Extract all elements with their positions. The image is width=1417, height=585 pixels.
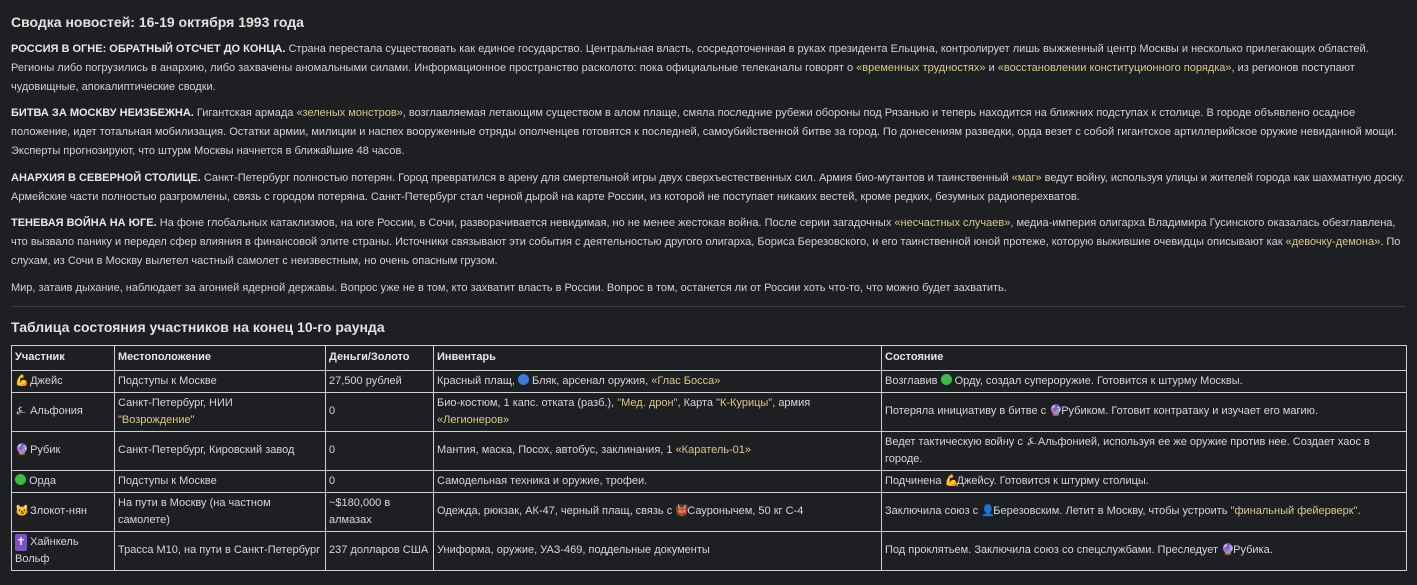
table-row [12,470,1407,492]
crystal-ball-icon: 🔮 [1221,544,1235,557]
status-cell: Возглавив Орду, создал супероружие. Готовится к штурму Москвы. [882,370,1407,392]
blue-circle-icon [518,374,529,385]
divider [11,306,1406,307]
cat-face-icon: 😼 [15,505,29,518]
participant-cell [12,431,115,470]
crystal-ball-icon: 🔮 [1049,405,1063,418]
inventory-cell: Одежда, рюкзак, АК-47, черный плащ, связь с 👹Сауронычем, 50 кг С-4 [434,492,882,531]
quote: «девочку-демона» [1285,236,1381,249]
money-cell: 0 [326,392,434,431]
participant-name: Рубик [30,444,61,457]
status-cell: Заключила союз с 👤Березовским. Летит в Москву, чтобы устроить "финальный фейерверк". [882,492,1407,531]
table-row [12,392,1407,431]
status-cell: Ведет тактическую войну с ⍼Альфонией, используя ее же оружие против нее. Создает хаос в городе. [882,431,1407,470]
location-cell: Трасса М10, на пути в Санкт-Петербург [115,531,326,570]
status-cell: Подчинена 💪Джейсу. Готовится к штурму столицы. [882,470,1407,492]
news-paragraph-conclusion: Мир, затаив дыхание, наблюдает за агонией ядерной державы. Вопрос уже не в том, кто захватит власть в России. Вопрос в том, останется ли от России хоть что-то, что можно будет захватить. [11,281,1007,294]
participant-name: Джейс [30,374,63,387]
inventory-cell: Самодельная техника и оружие, трофеи. [434,470,882,492]
angle-symbol-icon: ⍼ [16,405,26,418]
location-cell: Санкт-Петербург, Кировский завод [115,431,326,470]
money-cell: 0 [326,431,434,470]
quote: "К-Курицы" [716,396,773,409]
news-paragraph-russia: РОССИЯ В ОГНЕ: ОБРАТНЫЙ ОТСЧЕТ ДО КОНЦА. Страна перестала существовать как единое государство. Центральная власть, сосредоточенная в руках президента Ельцина, контролирует лишь выжженный центр Москвы и несколько прилегающих областей. Регионы либо погрузились в анархию, либо захвачены аномальными силами. Информационное пространство расколото: пока официальные телеканалы говорят о «временных трудностях» и «восстановлении конституционного порядка», из регионов поступают чудовищные, апокалиптические сводки. [11,43,1369,93]
news-paragraph-petersburg: АНАРХИЯ В СЕВЕРНОЙ СТОЛИЦЕ. Санкт-Петербург полностью потерян. Город превратился в арену для смертельной игры двух сверхъестественных сил. Армия био-мутантов и таинственный «маг» ведут войну, используя улицы и жителей города как шахматную доску. Армейские части полностью разгромлены, связь с городом потеряна. Санкт-Петербург стал черной дырой на карте России, из которой не поступает никаких вестей, кроме редких, безумных радиоперехватов. [11,171,1405,203]
quote: «Легионеров» [437,413,510,426]
participant-name: Хайнкель Вольф [15,535,79,565]
participant-cell [12,470,115,492]
quote: «временных трудностях» [856,61,986,74]
quote: «несчастных случаев» [894,217,1011,230]
money-cell: ~$180,000 в алмазах [326,492,434,531]
column-header-inventory: Инвентарь [434,345,882,370]
green-circle-icon [15,474,26,485]
news-paragraph-moscow: БИТВА ЗА МОСКВУ НЕИЗБЕЖНА. Гигантская армада «зеленых монстров», возглавляемая летающим существом в алом плаще, смяла последние рубежи обороны под Рязанью и теперь находится на ближних подступах к столице. В городе объявлено осадное положение, идет тотальная мобилизация. Остатки армии, милиции и наспех вооруженные отряды ополченцев готовятся к последней, самоубийственной битве за город. По донесениям разведки, орда везет с собой гигантское артиллерийское оружие невиданной мощи. Эксперты прогнозируют, что штурм Москвы начнется в ближайшие 48 часов. [11,107,1397,157]
participants-table [11,345,1407,571]
flexed-biceps-icon: 💪 [944,474,959,487]
table-title: Таблица состояния участников на конец 10-го раунда [11,318,385,335]
status-cell: Под проклятьем. Заключила союз со спецслужбами. Преследует 🔮Рубика. [882,531,1407,570]
quote: "Мед. дрон" [617,396,678,409]
news-headline: БИТВА ЗА МОСКВУ НЕИЗБЕЖНА. [11,107,194,120]
participant-name: Злокот-нян [30,505,87,518]
news-headline: ТЕНЕВАЯ ВОЙНА НА ЮГЕ. [11,217,157,230]
status-cell: Потеряла инициативу в битве с 🔮Рубиком. Готовит контратаку и изучает его магию. [882,392,1407,431]
participant-cell [12,392,115,431]
participant-name: Альфония [30,405,83,418]
inventory-cell: Мантия, маска, Посох, автобус, заклинания, 1 «Каратель-01» [434,431,882,470]
crystal-ball-icon: 🔮 [15,444,29,457]
silhouette-icon: 👤 [981,505,995,518]
quote: «восстановлении конституционного порядка» [997,61,1232,74]
column-header-location: Местоположение [115,345,326,370]
inventory-cell: Униформа, оружие, УАЗ-469, поддельные документы [434,531,882,570]
column-header-participant: Участник [12,345,115,370]
participant-name: Орда [29,474,56,487]
participant-cell [12,531,115,570]
quote: «Каратель-01» [675,444,752,457]
green-circle-icon [941,374,952,385]
quote: "финальный фейерверк" [1230,505,1358,518]
money-cell: 237 долларов США [326,531,434,570]
quote: «зеленых монстров» [296,107,403,120]
quote: "Возрождение" [118,413,195,426]
participant-cell [12,370,115,392]
angle-symbol-icon: ⍼ [1027,435,1037,448]
inventory-cell: Красный плащ, Бляк, арсенал оружия, «Глас Босса» [434,370,882,392]
summary-title: Сводка новостей: 16-19 октября 1993 года [11,14,304,30]
news-headline: АНАРХИЯ В СЕВЕРНОЙ СТОЛИЦЕ. [11,171,201,184]
ogre-icon: 👹 [675,505,689,518]
table-row [12,531,1407,570]
quote: «Глас Босса» [651,374,721,387]
money-cell: 27,500 рублей [326,370,434,392]
quote: «маг» [1011,171,1042,184]
table-row [12,370,1407,392]
flexed-biceps-icon: 💪 [15,374,29,387]
location-cell: На пути в Москву (на частном самолете) [115,492,326,531]
money-cell: 0 [326,470,434,492]
location-cell: Санкт-Петербург, НИИ "Возрождение" [115,392,326,431]
news-headline: РОССИЯ В ОГНЕ: ОБРАТНЫЙ ОТСЧЕТ ДО КОНЦА. [11,43,286,55]
location-cell: Подступы к Москве [115,370,326,392]
news-paragraph-south: ТЕНЕВАЯ ВОЙНА НА ЮГЕ. На фоне глобальных катаклизмов, на юге России, в Сочи, разворачивается невидимая, но не менее жестокая война. После серии загадочных «несчастных случаев», медиа-империя олигарха Владимира Гусинского оказалась обезглавлена, что вызвало панику и передел сфер влияния в финансовой элите страны. Источники связывают эти события с деятельностью другого олигарха, Бориса Березовского, и его таинственной юной протеже, которую выжившие очевидцы описывают как «девочку-демона». По слухам, из Сочи в Москву вылетел частный самолет с неизвестным, но очень опасным грузом. [11,217,1401,267]
column-header-status: Состояние [882,345,1407,370]
cross-icon: ✝ [15,534,27,551]
column-header-money: Деньги/Золото [326,345,434,370]
inventory-cell: Био-костюм, 1 капс. отката (разб.), "Мед. дрон", Карта "К-Курицы", армия «Легионеров» [434,392,882,431]
table-header-row [12,345,1407,370]
location-cell: Подступы к Москве [115,470,326,492]
table-row [12,492,1407,531]
participant-cell [12,492,115,531]
table-row [12,431,1407,470]
